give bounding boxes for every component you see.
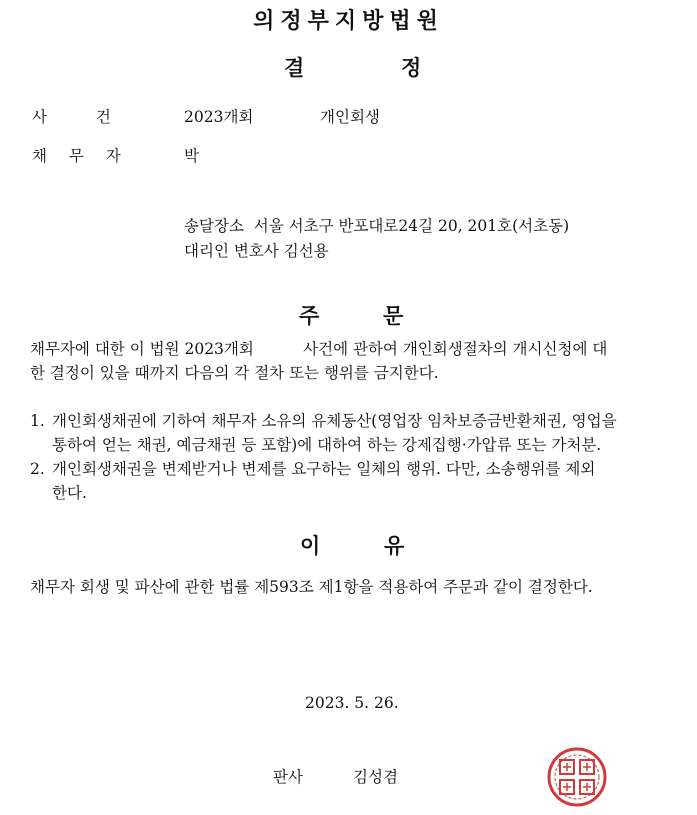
reason-heading-char-2: 유 [384,533,405,558]
service-address: 송달장소 서울 서초구 반포대로24길 20, 201호(서초동) [184,217,570,235]
judge-seal-icon [546,746,608,808]
doc-type-char-1: 결 [284,55,305,80]
doc-type-char-2: 정 [401,55,422,80]
order-intro-line-2: 한 결정이 있을 때까지 다음의 각 절차 또는 행위를 금지한다. [30,364,439,382]
case-label: 사 건 [32,108,111,126]
judge-title: 판사 [273,768,303,786]
order-heading-char-2: 문 [383,303,404,328]
order-item-1-line-1: 개인회생채권에 기하여 채무자 소유의 유체동산(영업장 임차보증금반환채권, 영업을 [52,412,617,430]
case-number: 2023개회 [184,108,254,126]
decision-date: 2023. 5. 26. [305,694,399,712]
debtor-name: 박 [184,147,199,165]
order-item-1-line-2: 통하여 얻는 채권, 예금채권 등 포함)에 대하여 하는 강제집행·가압류 또는 가처분. [52,436,602,454]
order-item-2-line-2: 한다. [52,484,87,502]
reason-text: 채무자 회생 및 파산에 관한 법률 제593조 제1항을 적용하여 주문과 같이 결정한다. [30,578,593,596]
court-name: 의정부지방법원 [253,8,444,34]
reason-heading-char-1: 이 [300,533,321,558]
case-name: 개인회생 [320,108,380,126]
order-intro-line-1: 채무자에 대한 이 법원 2023개회 사건에 관하여 개인회생절차의 개시신청에 대 [30,340,608,358]
order-item-1-number: 1. [30,412,45,430]
order-item-2-number: 2. [30,460,45,478]
agent: 대리인 변호사 김선용 [184,242,329,260]
order-item-2-line-1: 개인회생채권을 변제받거나 변제를 요구하는 일체의 행위. 다만, 소송행위를 제외 [52,460,596,478]
order-heading-char-1: 주 [299,303,320,328]
judge-name: 김성겸 [353,768,398,786]
debtor-label: 채 무 자 [32,147,121,165]
